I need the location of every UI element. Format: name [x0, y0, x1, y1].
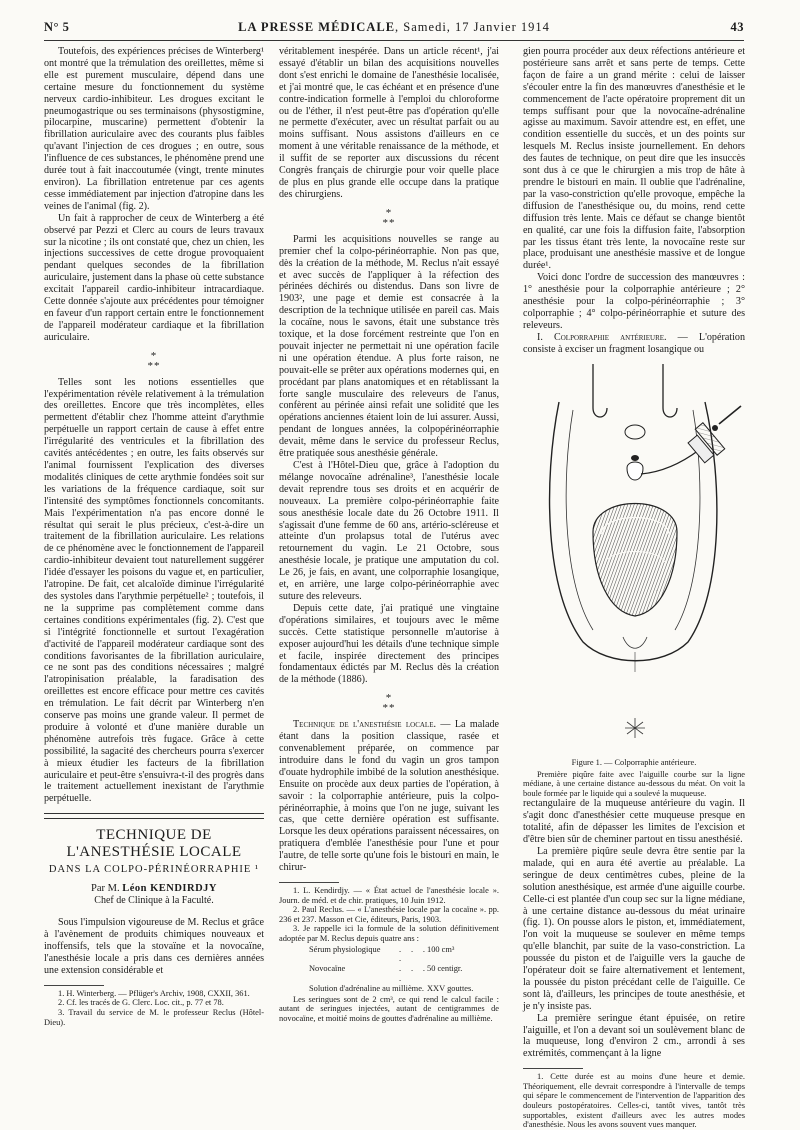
figure-caption: Première piqûre faite avec l'aiguille courbe sur la ligne médiane, à une certaine distance au-dessous du méat. On voit la boule formée par le liquide qui a soulevé la muqueuse.	[523, 769, 745, 798]
paragraph: Un fait à rapprocher de ceux de Winterberg a été observé par Pezzi et Clerc au cours de leurs travaux sur la nicotine ; ils ont constaté que, chez un chien, les injections successives de cette drogue provoquaient pendant quelques secondes de la fibrillation auriculaire, justement dans la phase où cette substance excitait l'appareil cardio-inhibiteur intracardiaque. Cette donnée s'ajoute aux précédentes pour témoigner en faveur d'un rapport certain entre le fonctionnement de l'appareil modérateur cardiaque et la fibrillation auriculaire.	[44, 212, 264, 343]
anus-mark	[625, 718, 645, 738]
footnote: 3. Je rappelle ici la formule de la solution définitivement adoptée par M. Reclus depuis quatre ans :	[279, 924, 499, 943]
issue-date: , Samedi, 17 Janvier 1914	[395, 20, 550, 34]
section-separator-stars: * **	[147, 349, 161, 372]
paragraph: véritablement inespérée. Dans un article récent¹, j'ai essayé d'établir un bilan des acquisitions nouvelles dont s'est enrichi le domaine de l'anesthésie localisée, et j'ai montré que, le cas échéant et en présence d'une contre-indication formelle à l'emploi du chloroforme ou de l'éther, il n'est peut-être pas d'opération qu'elle ne permette d'exécuter, avec un résultat parfait ou au moins suffisant. Nous assistons d'ailleurs en ce moment à une véritable renaissance de la méthode, et il suffit de se reporter aux discussions du récent Congrès français de chirurgie pour voir quelle place de plus en plus grande elle occupe dans la pratique des chirurgiens.	[279, 46, 499, 200]
footnote: 1. L. Kendirdjy. — « État actuel de l'anesthésie locale ». Journ. de méd. et de chir. pratiques, 10 Juin 1912.	[279, 886, 499, 905]
paragraph: Voici donc l'ordre de succession des manœuvres : 1° anesthésie pour la colporraphie antérieure ; 2° anesthésie pour la colpo-périnéorraphie ; 3° colporraphie ; 4° colpo-périnéorraphie et suture des releveurs.	[523, 272, 745, 331]
page-number: 43	[730, 20, 744, 34]
paragraph: Technique de l'anesthésie locale. — La malade étant dans la position classique, rasée et convenablement préparée, on commence par introduire dans le fond du vagin un gros tampon d'ouate hydrophile imbibé de la solution anesthésique. Ensuite on procède aux deux parties de l'opération, à savoir : la colporraphie antérieure, puis la colpo-périnéorraphie, à moins que l'on ne juge, suivant les cas, que cette dernière opération est suffisante. Lorsque les deux opérations paraissent nécessaires, on pratiquera d'emblée l'anesthésie pour l'une et pour l'autre, de telle sorte qu'une fois le bistouri en main, le chirur-	[279, 719, 499, 874]
journal-name: LA PRESSE MÉDICALE	[238, 20, 396, 34]
column-2	[279, 46, 499, 1023]
author-role: Chef de Clinique à la Faculté.	[94, 895, 214, 907]
paragraph: La première piqûre seule devra être sentie par la malade, qui en aura été avertie au préalable. La seringue de deux centimètres cubes, pleine de la solution anesthésique, est armée d'une aiguille courbe. Celle-ci est plantée d'un coup sec sur la ligne médiane, à une certaine distance au-dessous du méat urinaire (fig. 1). On pousse alors le piston, et, immédiatement, l'on voit la muqueuse se soulever en même temps qu'elle blanchit, par suite de la vaso-constriction. La poussée du piston et de l'aiguille vers la gauche de l'opérateur doit se faire alternativement et lentement, la poussée du piston précédant celle de l'aiguille. Ce sont là, d'ailleurs, les principes de toute anesthésie, et je n'y insiste pas.	[523, 845, 745, 1012]
article-author: Par M. Léon KENDIRDJY	[90, 883, 218, 895]
section-title: Technique de l'anesthésie locale.	[293, 719, 436, 731]
paragraph: I. Colporraphie antérieure. — L'opération consiste à exciser un fragment losangique ou	[523, 331, 746, 355]
running-header	[44, 20, 744, 38]
formula-table	[309, 945, 499, 994]
footnote: 1. H. Winterberg. — Pflüger's Archiv, 1908, CXXII, 361.	[58, 988, 250, 998]
article-subtitle: DANS LA COLPO-PÉRINÉORRAPHIE ¹	[48, 864, 260, 876]
author-name: Léon KENDIRDJY	[122, 883, 218, 895]
footnote: 2. Cf. les tracés de G. Clerc. Loc. cit., p. 77 et 78.	[58, 998, 224, 1008]
footnote-rule	[279, 882, 339, 883]
formula-row: Sérum physiologique . . . . 100 cm³	[309, 944, 455, 964]
footnote: 1. Cette durée est au moins d'une heure et demie. Théoriquement, elle devrait correspondre à l'intervalle de temps qui sépare le commencement de l'intervention de l'apparition des douleurs postopératoires. Celles-ci, tantôt vives, tantôt très supportables, existent d'ailleurs avec les autres modes d'anesthésie. Nous les avons souvent vues manquer.	[523, 1072, 745, 1130]
syringe-icon	[641, 406, 741, 474]
figure-1-illustration	[523, 362, 745, 754]
section-separator-stars: * **	[382, 206, 396, 229]
formula-row: Novocaïne . . . . 50 centigr.	[309, 964, 463, 983]
header-rule	[44, 40, 744, 41]
colporraphy-illustration	[523, 362, 745, 754]
footnote: 2. Paul Reclus. — « L'anesthésie locale par la cocaïne ». pp. 236 et 237. Masson et Cie, éditeurs, Paris, 1903.	[279, 905, 499, 924]
figure-title: Figure 1. — Colporraphie antérieure.	[571, 757, 697, 767]
paragraph: C'est à l'Hôtel-Dieu que, grâce à l'adoption du mélange novocaïne adrénaline³, l'anesthésie locale devait reprendre tous ses droits et en acquérir de nouveaux. La première colpo-périnéorraphie faite sous anesthésie locale date du 26 Octobre 1911. Il s'agissait d'une femme de 60 ans, artério-scléreuse et atteinte d'un prolapsus total de l'utérus avec retournement du vagin. Le 21 Octobre, sous anesthésie locale, je pratique une amputation du col. Le 26, je fais, en avant, une colporraphie losangique, et, en arrière, une large colpo-périnéorraphie avec suture des releveurs.	[279, 460, 499, 602]
section-title: I. Colporraphie antérieure.	[537, 331, 667, 343]
column-1	[44, 46, 264, 1027]
footnote-rule	[44, 985, 104, 986]
paragraph: Toutefois, des expériences précises de Winterberg¹ ont montré que la trémulation des oreillettes, même si elle est purement musculaire, dépend dans une certaine mesure du fonctionnement du système nerveux cardio-inhibiteur. Les drogues excitant le pneumogastrique ou ses terminaisons (physostigmine, pilocarpine, muscarine) permettent d'obtenir la fibrillation auriculaire avec des courants plus faibles qu'avant l'injection de ces drogues ; en outre, sous l'influence de ces substances, le phénomène prend une durée tout à fait inaccoutumée (vingt, trente minutes environ). La fibrillation entretenue par ces agents cesse immédiatement par injection d'atropine dans les veines de l'animal (fig. 2).	[44, 46, 264, 212]
paragraph: Telles sont les notions essentielles que l'expérimentation révèle relativement à la trémulation des oreillettes. Encore que très incomplètes, elles permettent d'établir chez l'homme atteint d'arythmie perpétuelle un rapport certain de cause à effet entre l'irrégularité des ventricules et la fibrillation des cavités antécédentes ; en outre, les faits observés sur l'animal fournissent l'explication des diverses modalités cliniques de cette arythmie fondées soit sur les variations de la fréquence cardiaque, soit sur l'intensité des symptômes fonctionnels concomitants. Mais l'expérimentation n'a pas encore donné le résultat qui serait le plus précieux, c'est-à-dire un traitement de la fibrillation auriculaire. Les relations de ce phénomène avec le fonctionnement de l'appareil cardio-inhibiteur devaient tout naturellement suggérer l'idée d'essayer les poisons du vague et, en particulier, l'atropine. De fait, cet alcaloïde diminue l'irrégularité des systoles dans l'arythmie perpétuelle² ; toutefois, il ne la supprime pas complètement comme dans certaines conditions expérimentales (fig. 2). C'est que si l'intégrité fonctionnelle et surtout l'exagération d'activité de l'appareil modérateur cardiaque sont des conditions favorisantes de la fibrillation auriculaire, ce ne sont pas des conditions nécessaires ; malgré l'atropinisation préalable, la faradisation des oreillettes est encore efficace pour mettre ces cavités en trémulation. Le fait décrit par Winterberg n'en conserve pas moins une grande valeur. Il permet de produire à volonté et d'une manière durable un phénomène autrefois très fugace. Grâce à cette possibilité, la sagacité des chercheurs pourra s'exercer à mieux étudier les facteurs de la fibrillation auriculaire et peut-être s'ensuivra-t-il des progrès dans le traitement actuellement inexistant de l'arythmie perpétuelle.	[44, 376, 264, 805]
footnote: 3. Travail du service de M. le professeur Reclus (Hôtel-Dieu).	[44, 1008, 264, 1027]
formula-row: Solution d'adrénaline au millième. XXV gouttes.	[309, 983, 474, 993]
paragraph: rectangulaire de la muqueuse antérieure du vagin. Il s'agit donc d'anesthésier cette muqueuse presque en totalité, afin de dépasser les limites de l'excision et d'être bien sûr de cheminer partout en tissu anesthésié.	[523, 798, 745, 846]
paragraph: Parmi les acquisitions nouvelles se range au premier chef la colpo-périnéorraphie. Non pas que, dès la création de la méthode, M. Reclus n'ait essayé et avec succès de l'appliquer à la réfection des périnées déchirés ou distendus. Dans son livre de 1903², une page et demie est consacrée à la description de la technique utilisée en pareil cas. Mais la cocaïne, nous le savons, était une substance très toxique, et la dose forcément restreinte que l'on en pouvait injecter ne permettait ni une opération facile ni une opération étendue. A plus forte raison, ne pouvait-elle se prêter aux opérations modernes qui, en procédant par plans anatomiques et en rétablissant la forte sangle musculaire des releveurs de l'anus, confèrent au périnée ainsi refait une solidité que les opérations anciennes étaient loin de lui assurer. Aussi, pendant de longues années, la colpopérinéorraphie devait, même dans le service du professeur Reclus, être pratiquée sous anesthésie générale.	[279, 233, 499, 460]
article-rule	[44, 813, 264, 814]
paragraph: Sous l'impulsion vigoureuse de M. Reclus et grâce à l'avènement de produits chimiques nouveaux et inoffensifs, tels que la stovaïne et la novocaïne, l'anesthésie locale a pris dans ces dernières années une extension considérable et	[44, 917, 264, 976]
column-3	[523, 46, 745, 1130]
article-title: TECHNIQUE DE L'ANESTHÉSIE LOCALE	[66, 827, 242, 861]
page-number-issue: N° 5	[44, 20, 70, 34]
section-separator-stars: * **	[382, 692, 396, 715]
paragraph: gien pourra procéder aux deux réfections antérieure et postérieure sans arrêt et sans perte de temps. Cette façon de faire a un grand mérite : celui de laisser s'écouler entre la fin des manœuvres d'anesthésie et le commencement de l'acte opératoire proprement dit un temps suffisant pour que la novocaïne-adrénaline agisse au maximum. Savoir attendre est, en effet, une condition essentielle du succès, et un des points sur lesquels M. Reclus insiste journellement. En dehors des fautes de technique, on peut dire que les insuccès sont dus à ce que le chirurgien a mis trop de hâte à prendre le bistouri en main. Il oublie que l'adrénaline, par la vaso-constriction qu'elle provoque, empêche la diffusion de l'anesthésique ou, du moins, rend cette diffusion très lente. Mais ce défaut se change bientôt en qualité, car une fois la diffusion faite, l'absorption par les tissus étant très lente, la novocaïne reste sur place, produisant une anesthésie massive et de longue durée¹.	[523, 46, 745, 272]
article-rule	[44, 818, 264, 819]
paragraph: Depuis cette date, j'ai pratiqué une vingtaine d'opérations similaires, et toujours avec le même succès. Cette statistique personnelle m'autorise à exposer aujourd'hui les détails d'une technique simple et facile, inspirée directement des principes fondamentaux édictés par M. Reclus dès la création de la méthode (1886).	[279, 602, 499, 686]
footnote-rule	[523, 1068, 583, 1069]
paragraph: La première seringue étant épuisée, on retire l'aiguille, et l'on a devant soi un soulèvement blanc de la muqueuse, long d'environ 2 cm., arrondi à ses extrémités, commençant à la ligne	[523, 1012, 745, 1060]
footnote: Les seringues sont de 2 cm³, ce qui rend le calcul facile : autant de seringues injectées, autant de centigrammes de novocaïne, et moitié moins de gouttes d'adrénaline au millième.	[279, 994, 499, 1023]
mucosa-bulb	[593, 503, 677, 616]
journal-title-line	[44, 20, 744, 35]
